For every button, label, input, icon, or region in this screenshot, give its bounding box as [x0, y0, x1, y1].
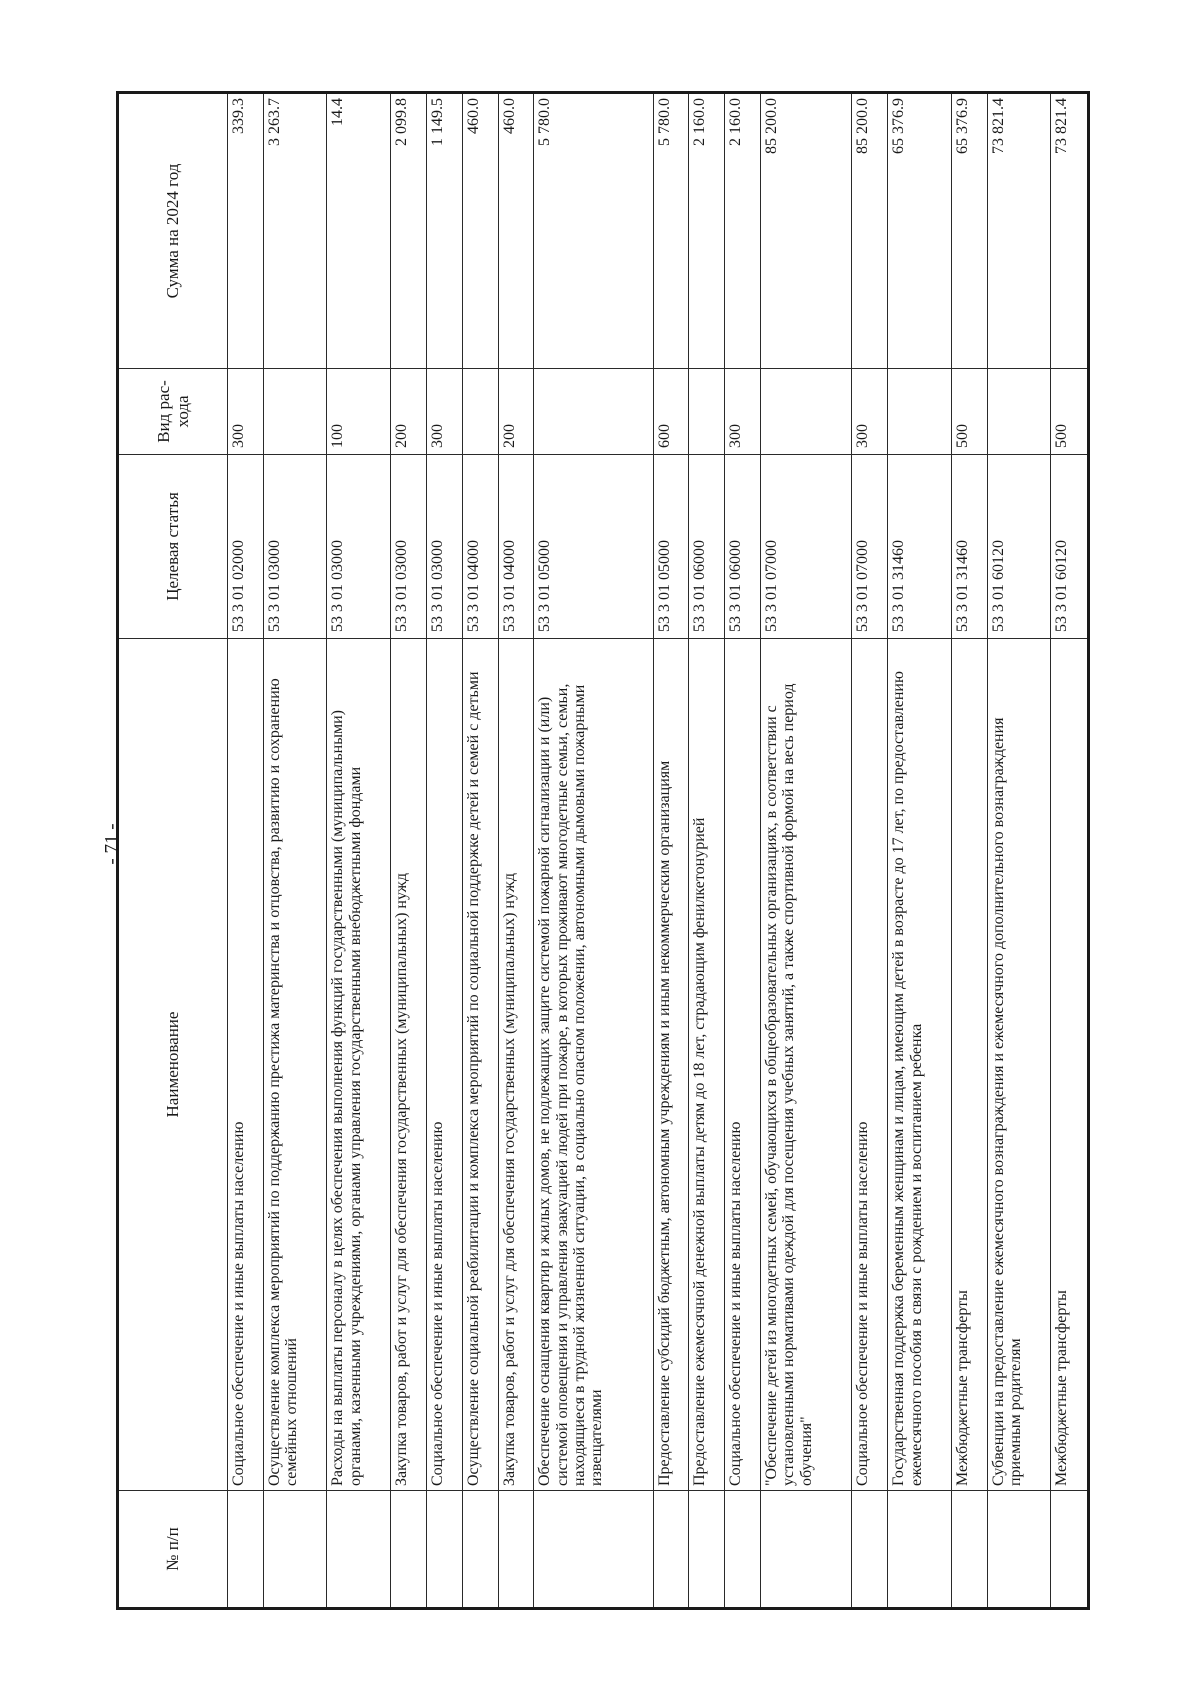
row-target: 53 3 01 60120 [1051, 455, 1089, 639]
row-target: 53 3 01 31460 [888, 455, 952, 639]
row-target: 53 3 01 02000 [228, 455, 264, 639]
row-target: 53 3 01 05000 [534, 455, 653, 639]
header-expense-type: Вид рас-хода [118, 369, 228, 455]
table-row [761, 93, 852, 1609]
header-num: № п/п [118, 1491, 228, 1609]
row-amount: 65 376.9 [951, 93, 987, 369]
row-name: Расходы на выплаты персоналу в целях обеспечения выполнения функций государственными (муниципальными) органами, казенными учреждениями, органами управления государственными внебюджетными фондами [327, 639, 391, 1491]
row-target: 53 3 01 03000 [391, 455, 427, 639]
row-name: "Обеспечение детей из многодетных семей, обучающихся в общеобразовательных организациях, в соответствии с установленными нормативами одеждой для посещения учебных занятий, а также спортивной формой на весь период обучения" [761, 639, 852, 1491]
row-amount: 460.0 [498, 93, 534, 369]
table-row [391, 93, 427, 1609]
table-row [689, 93, 725, 1609]
row-name: Социальное обеспечение и иные выплаты населению [228, 639, 264, 1491]
row-num [498, 1491, 534, 1609]
row-expense-type [263, 369, 327, 455]
row-num [761, 1491, 852, 1609]
row-name: Осуществление комплекса мероприятий по поддержанию престижа материнства и отцовства, развитию и сохранению семейных отношений [263, 639, 327, 1491]
row-num [888, 1491, 952, 1609]
page-number: - 71 - [101, 823, 123, 865]
row-expense-type: 500 [1051, 369, 1089, 455]
budget-table [116, 91, 1090, 1610]
table-row [888, 93, 952, 1609]
row-amount: 1 149.5 [426, 93, 462, 369]
table-row [462, 93, 498, 1609]
row-amount: 2 099.8 [391, 93, 427, 369]
row-amount: 14.4 [327, 93, 391, 369]
row-amount: 73 821.4 [1051, 93, 1089, 369]
row-expense-type: 100 [327, 369, 391, 455]
row-amount: 85 200.0 [852, 93, 888, 369]
row-num [327, 1491, 391, 1609]
row-expense-type [761, 369, 852, 455]
row-target: 53 3 01 03000 [263, 455, 327, 639]
table-row [228, 93, 264, 1609]
row-amount: 73 821.4 [987, 93, 1051, 369]
row-expense-type: 300 [228, 369, 264, 455]
row-num [426, 1491, 462, 1609]
row-expense-type [534, 369, 653, 455]
table-row [263, 93, 327, 1609]
row-num [1051, 1491, 1089, 1609]
row-name: Предоставление ежемесячной денежной выплаты детям до 18 лет, страдающим фенилкетонурией [689, 639, 725, 1491]
row-target: 53 3 01 04000 [498, 455, 534, 639]
budget-table-container [116, 94, 1090, 1610]
row-target: 53 3 01 04000 [462, 455, 498, 639]
row-num [391, 1491, 427, 1609]
row-expense-type: 300 [426, 369, 462, 455]
row-name: Закупка товаров, работ и услуг для обеспечения государственных (муниципальных) нужд [391, 639, 427, 1491]
row-target: 53 3 01 60120 [987, 455, 1051, 639]
row-amount: 2 160.0 [725, 93, 761, 369]
row-expense-type: 200 [498, 369, 534, 455]
row-expense-type [689, 369, 725, 455]
table-row [653, 93, 689, 1609]
row-expense-type [888, 369, 952, 455]
row-num [951, 1491, 987, 1609]
row-name: Социальное обеспечение и иные выплаты населению [852, 639, 888, 1491]
table-row [498, 93, 534, 1609]
table-body [228, 93, 1089, 1609]
row-target: 53 3 01 06000 [689, 455, 725, 639]
row-target: 53 3 01 03000 [426, 455, 462, 639]
table-row [426, 93, 462, 1609]
row-expense-type [987, 369, 1051, 455]
row-num [852, 1491, 888, 1609]
row-name: Закупка товаров, работ и услуг для обеспечения государственных (муниципальных) нужд [498, 639, 534, 1491]
row-name: Осуществление социальной реабилитации и комплекса мероприятий по социальной поддержке детей и семей с детьми [462, 639, 498, 1491]
row-expense-type: 500 [951, 369, 987, 455]
row-amount: 3 263.7 [263, 93, 327, 369]
row-num [725, 1491, 761, 1609]
row-expense-type: 300 [852, 369, 888, 455]
table-header-row [118, 93, 228, 1609]
row-name: Межбюджетные трансферты [951, 639, 987, 1491]
row-amount: 85 200.0 [761, 93, 852, 369]
row-target: 53 3 01 07000 [852, 455, 888, 639]
table-row [327, 93, 391, 1609]
table-row [534, 93, 653, 1609]
row-amount: 2 160.0 [689, 93, 725, 369]
header-amount: Сумма на 2024 год [118, 93, 228, 369]
row-num [689, 1491, 725, 1609]
row-amount: 460.0 [462, 93, 498, 369]
row-target: 53 3 01 06000 [725, 455, 761, 639]
table-row [1051, 93, 1089, 1609]
row-expense-type [462, 369, 498, 455]
row-num [228, 1491, 264, 1609]
row-name: Предоставление субсидий бюджетным, автономным учреждениям и иным некоммерческим организациям [653, 639, 689, 1491]
row-name: Социальное обеспечение и иные выплаты населению [426, 639, 462, 1491]
row-num [263, 1491, 327, 1609]
row-name: Социальное обеспечение и иные выплаты населению [725, 639, 761, 1491]
row-expense-type: 200 [391, 369, 427, 455]
row-num [987, 1491, 1051, 1609]
row-name: Государственная поддержка беременным женщинам и лицам, имеющим детей в возрасте до 17 лет, по предоставлению ежемесячного пособия в связи с рождением и воспитанием ребенка [888, 639, 952, 1491]
table-row [951, 93, 987, 1609]
row-num [653, 1491, 689, 1609]
row-num [534, 1491, 653, 1609]
row-num [462, 1491, 498, 1609]
header-target: Целевая статья [118, 455, 228, 639]
header-name: Наименование [118, 639, 228, 1491]
row-name: Субвенции на предоставление ежемесячного вознаграждения и ежемесячного дополнительного вознаграждения приемным родителям [987, 639, 1051, 1491]
row-amount: 339.3 [228, 93, 264, 369]
table-row [725, 93, 761, 1609]
row-target: 53 3 01 05000 [653, 455, 689, 639]
row-name: Межбюджетные трансферты [1051, 639, 1089, 1491]
row-expense-type: 600 [653, 369, 689, 455]
row-name: Обеспечение оснащения квартир и жилых домов, не подлежащих защите системой пожарной сигнализации и (или) системой оповещения и управления эвакуацией людей при пожаре, в которых проживают многодетные семьи, семьи, находящиеся в трудной жизненной ситуации, в социально опасном положении, автономными дымовыми пожарными извещателями [534, 639, 653, 1491]
row-target: 53 3 01 31460 [951, 455, 987, 639]
row-amount: 5 780.0 [534, 93, 653, 369]
row-amount: 65 376.9 [888, 93, 952, 369]
row-target: 53 3 01 03000 [327, 455, 391, 639]
row-expense-type: 300 [725, 369, 761, 455]
table-row [852, 93, 888, 1609]
table-row [987, 93, 1051, 1609]
row-amount: 5 780.0 [653, 93, 689, 369]
row-target: 53 3 01 07000 [761, 455, 852, 639]
